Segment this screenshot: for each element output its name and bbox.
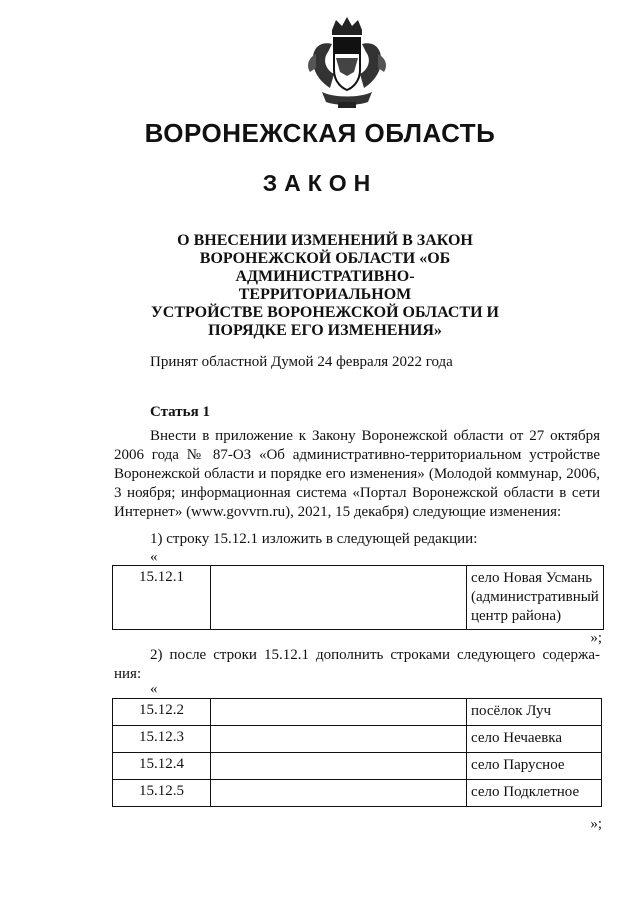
row-name: село Подклетное — [467, 780, 602, 807]
quote-open: « — [150, 549, 158, 565]
row-name: посёлок Луч — [467, 699, 602, 726]
quote-close: »; — [590, 630, 602, 646]
document-type-heading: ЗАКОН — [262, 170, 378, 196]
item-1-text: 1) строку 15.12.1 изложить в следующей редакции: — [150, 531, 478, 547]
region-heading: ВОРОНЕЖСКАЯ ОБЛАСТЬ — [144, 118, 496, 148]
row-name — [467, 566, 604, 630]
quote-open: « — [150, 681, 158, 697]
table-row — [113, 699, 602, 726]
amendment-table-2 — [112, 698, 602, 807]
row-name: село Нечаевка — [467, 726, 602, 753]
row-code: 15.12.5 — [113, 780, 211, 807]
item-2-text: 2) после строки 15.12.1 дополнить строками следующего содержа-ния: — [114, 647, 600, 682]
adoption-date: Принят областной Думой 24 февраля 2022 года — [150, 354, 453, 370]
article-text: Внести в приложение к Закону Воронежской области от 27 октября 2006 года № 87-ОЗ «Об административно-территориальном устройстве Воронежской области и порядке его изменения» (Молодой коммунар, 2006, 3 ноября; информационная система «Портал Воронежской области в сети Интернет» (www.govvrn.ru), 2021, 15 декабря) следующие изменения: — [114, 428, 600, 520]
row-code: 15.12.3 — [113, 726, 211, 753]
empty-cell — [211, 566, 467, 630]
law-title-line: АДМИНИСТРАТИВНО-ТЕРРИТОРИАЛЬНОМ — [235, 268, 415, 303]
table-row — [113, 753, 602, 780]
law-title-line: УСТРОЙСТВЕ ВОРОНЕЖСКОЙ ОБЛАСТИ И — [151, 304, 499, 321]
empty-cell — [211, 753, 467, 780]
row-name-line: центр района) — [471, 608, 562, 624]
row-code: 15.12.4 — [113, 753, 211, 780]
row-code: 15.12.1 — [113, 566, 211, 630]
table-row — [113, 726, 602, 753]
quote-close: »; — [590, 816, 602, 832]
empty-cell — [211, 726, 467, 753]
law-title-line: ПОРЯДКЕ ЕГО ИЗМЕНЕНИЯ» — [208, 322, 442, 339]
empty-cell — [211, 699, 467, 726]
table-row — [113, 780, 602, 807]
article-heading: Статья 1 — [150, 404, 210, 420]
law-title — [150, 232, 500, 340]
amendment-table-1 — [112, 565, 604, 630]
law-title-line: О ВНЕСЕНИИ ИЗМЕНЕНИЙ В ЗАКОН — [177, 232, 473, 249]
coat-of-arms-emblem — [302, 14, 392, 112]
row-name-line: село Новая Усмань — [471, 570, 593, 586]
row-name-line: (административный — [471, 589, 599, 605]
empty-cell — [211, 780, 467, 807]
row-name: село Парусное — [467, 753, 602, 780]
row-code: 15.12.2 — [113, 699, 211, 726]
law-title-line: ВОРОНЕЖСКОЙ ОБЛАСТИ «ОБ — [199, 250, 451, 267]
table-row — [113, 566, 604, 630]
